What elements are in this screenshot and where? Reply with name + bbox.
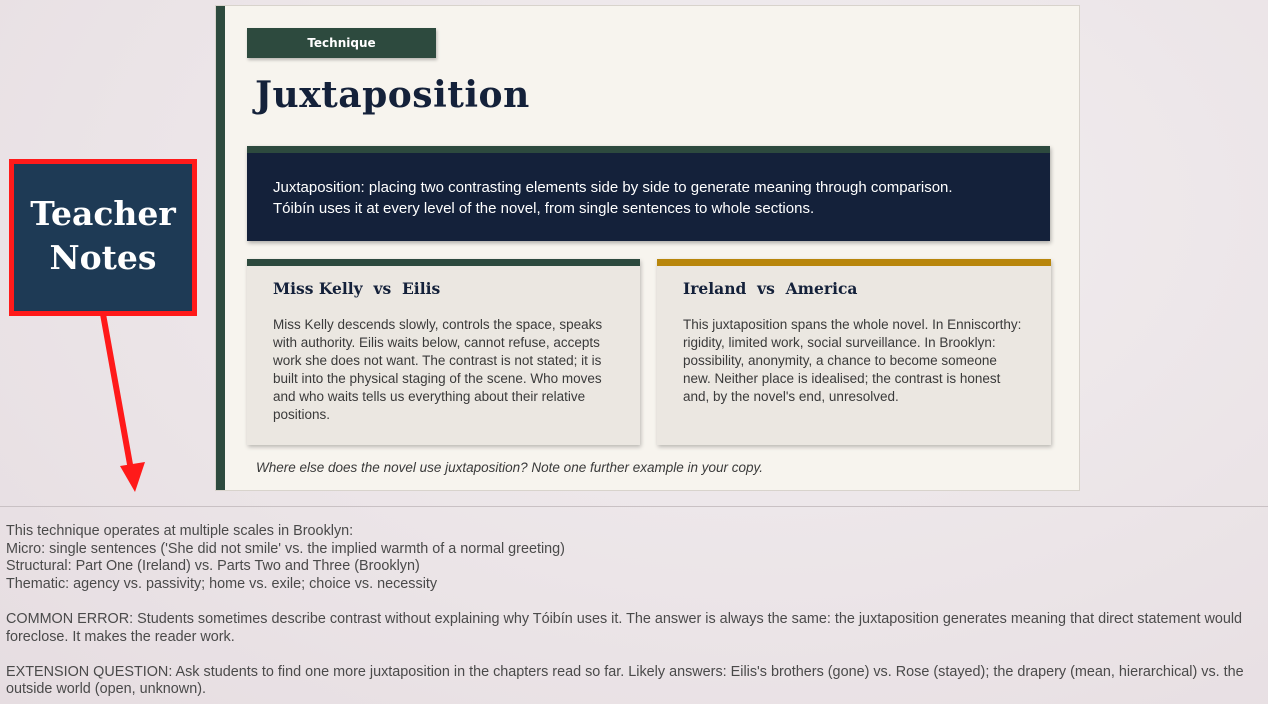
notes-line: Micro: single sentences ('She did not smile' vs. the implied warmth of a normal greeting) (6, 540, 565, 557)
definition-box (247, 146, 1050, 241)
card-title: Ireland vs America (683, 279, 858, 298)
speaker-notes-pane[interactable] (6, 523, 1262, 699)
comparison-card-miss-kelly-eilis (247, 259, 640, 445)
card-body: This juxtaposition spans the whole novel. In Enniscorthy: rigidity, limited work, social surveillance. In Brooklyn: possibility, anonymity, a chance to become someone new. Neither place is idealised; the contrast is honest and, by the novel's end, unresolved. (683, 317, 1022, 404)
card-body: Miss Kelly descends slowly, controls the space, speaks with authority. Eilis waits below, cannot refuse, accepts work she does not want. The contrast is not stated; it is built into the physical staging of the scene. Who moves and who waits tells us everything about their relative positions. (273, 317, 603, 422)
notes-pane-divider[interactable] (0, 506, 1268, 507)
comparison-card-ireland-america (657, 259, 1051, 445)
notes-common-error: COMMON ERROR: Students sometimes describe contrast without explaining why Tóibín uses it. The answer is always the same: the juxtaposition generates meaning that direct statement would foreclose. It makes the reader work. (6, 610, 1243, 645)
notes-line: Structural: Part One (Ireland) vs. Parts Two and Three (Brooklyn) (6, 558, 420, 575)
callout-line-2: Notes (49, 237, 157, 277)
card-title: Miss Kelly vs Eilis (273, 279, 441, 298)
notes-spacer (6, 646, 1262, 664)
slide-title: Juxtaposition (255, 74, 530, 116)
callout-line-1: Teacher (30, 193, 176, 233)
notes-extension-question: EXTENSION QUESTION: Ask students to find one more juxtaposition in the chapters read so far. Likely answers: Eilis's brothers (gone) vs. Rose (stayed); the drapery (mean, hierarchical) vs. the outside world (open, unknown). (6, 663, 1244, 698)
notes-line: Thematic: agency vs. passivity; home vs. exile; choice vs. necessity (6, 575, 438, 592)
definition-line-2: Tóibín uses it at every level of the novel, from single sentences to whole sections. (273, 200, 815, 217)
slide-left-accent-bar (216, 6, 225, 490)
notes-spacer (6, 593, 1262, 611)
definition-line-1: Juxtaposition: placing two contrasting elements side by side to generate meaning through comparison. (273, 179, 953, 196)
teacher-notes-callout (9, 159, 197, 316)
notes-line: This technique operates at multiple scales in Brooklyn: (6, 523, 354, 539)
slide-canvas[interactable] (215, 5, 1080, 491)
technique-tag: Technique (247, 28, 436, 58)
reflection-prompt: Where else does the novel use juxtaposition? Note one further example in your copy. (256, 460, 764, 475)
